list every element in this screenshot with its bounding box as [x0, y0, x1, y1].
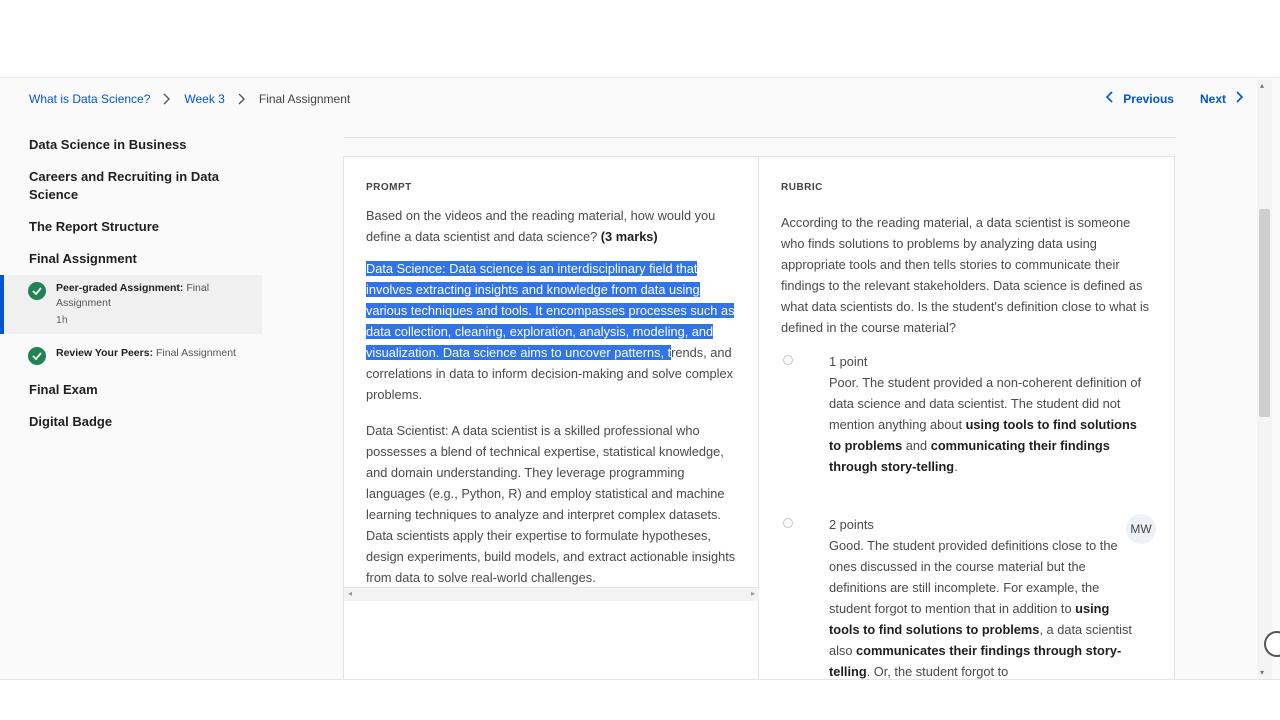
sidebar-item-careers-and-recruiting[interactable]: Careers and Recruiting in Data Science — [29, 169, 219, 202]
scroll-right-icon: ▸ — [750, 589, 755, 598]
previous-label: Previous — [1123, 91, 1174, 106]
rubric-intro: According to the reading material, a data scientist is someone who finds solutions to problems by analyzing data using appropriate tools and then tells stories to communicate their findings to the relevant stakeholders. Data science is defined as what data scientists do. Is the student's definition close to what is defined in the course material? — [781, 215, 1150, 335]
sidebar-subitem-peer-graded-assignment[interactable] — [0, 275, 262, 334]
browser-top-area — [0, 0, 1280, 78]
chevron-right-icon — [1236, 91, 1244, 106]
subitem-duration: 1h — [56, 314, 68, 326]
prompt-question-text: Based on the videos and the reading material, how would you define a data scientist and data science? — [366, 208, 716, 244]
divider — [344, 137, 1176, 138]
radio-button[interactable] — [783, 355, 793, 365]
radio-button[interactable] — [783, 518, 793, 528]
chevron-right-icon — [150, 93, 184, 105]
sidebar-item-report-structure[interactable]: The Report Structure — [29, 219, 160, 234]
scroll-down-icon: ▾ — [1260, 668, 1265, 677]
breadcrumb-week-link[interactable]: Week 3 — [184, 92, 225, 106]
breadcrumb-course-link[interactable]: What is Data Science? — [29, 92, 151, 106]
next-button[interactable] — [1200, 91, 1244, 106]
rubric-option-2-points[interactable] — [783, 514, 1143, 682]
check-circle-icon — [28, 282, 46, 300]
scroll-up-icon: ▴ — [1260, 81, 1265, 90]
subitem-rest: Final Assignment — [56, 282, 210, 309]
prompt-column — [344, 157, 759, 685]
rubric-column — [760, 157, 1174, 685]
sidebar-item-digital-badge[interactable]: Digital Badge — [29, 414, 113, 429]
next-label: Next — [1199, 91, 1226, 106]
prompt-label: PROMPT — [366, 182, 412, 193]
vertical-scrollbar[interactable] — [1257, 79, 1272, 679]
subitem-title: Peer-graded Assignment: — [56, 282, 184, 294]
horizontal-scrollbar[interactable] — [344, 587, 759, 601]
student-answer-data-scientist[interactable]: Data Scientist: A data scientist is a skilled professional who possesses a blend of technical expertise, statistical knowledge, and domain understanding. They leverage programming languages (e.g., Python, R) and employ statistical and machine learning techniques to analyze and interpret complex datasets. Data scientists apply their expertise to formulate hypotheses, design experiments, build models, and extract actionable insights from data to solve real-world challenges. — [366, 423, 736, 585]
sidebar-item-final-exam[interactable]: Final Exam — [29, 382, 98, 397]
avatar: MW — [1126, 514, 1156, 544]
subitem-text — [56, 281, 262, 328]
item-navigation — [1105, 91, 1244, 106]
selected-text: Data Science: Data science is an interdisciplinary field that involves extracting insights and knowledge from data using various techniques and tools. It encompasses processes such as data collection, cleaning, exploration, analysis, modeling, and visualization. Data science aims to uncover patterns, t — [366, 261, 735, 360]
sidebar-subitem-review-your-peers[interactable] — [0, 340, 262, 371]
sidebar-item-final-assignment[interactable]: Final Assignment — [29, 251, 137, 266]
prompt-question — [366, 205, 738, 247]
rubric-option-1-point[interactable] — [783, 351, 1143, 477]
browser-bottom-area — [0, 679, 1280, 720]
option-text — [829, 514, 1143, 682]
chevron-right-icon — [225, 93, 259, 105]
subitem-text — [56, 346, 236, 365]
prompt-marks: (3 marks) — [600, 229, 658, 244]
answer-text: rends, and correlations in data to inform decision-making and solve complex problems. — [366, 345, 734, 402]
subitem-title: Review Your Peers: — [56, 347, 154, 359]
sidebar-item-data-science-in-business[interactable]: Data Science in Business — [29, 137, 187, 152]
student-answer-data-science[interactable] — [366, 258, 741, 405]
option-description: Poor. The student provided a non-coherent definition of data science and data scientist. The student did not mention anything about using tools to find solutions to problems and communicating their findings through story-telling. — [829, 375, 1142, 474]
course-page — [0, 79, 1280, 679]
check-circle-icon — [28, 347, 46, 365]
scroll-left-icon: ◂ — [348, 589, 353, 598]
course-sidebar — [0, 131, 262, 436]
option-points: 1 point — [829, 354, 868, 369]
submission-panel — [343, 156, 1175, 686]
rubric-label: RUBRIC — [781, 182, 823, 193]
option-text — [829, 351, 1143, 477]
chevron-left-icon — [1105, 91, 1113, 106]
previous-button[interactable] — [1105, 91, 1174, 106]
option-points: 2 points — [829, 517, 874, 532]
option-description: Good. The student provided definitions close to the ones discussed in the course material but the definitions are still incomplete. For example, the student forgot to mention that in addition to using tools to find solutions to problems, a data scientist also communicates their findings through story-telling. Or, the student forgot to — [829, 538, 1132, 679]
subitem-rest: Final Assignment — [156, 347, 236, 359]
scrollbar-thumb[interactable] — [1259, 209, 1270, 417]
breadcrumb — [29, 92, 350, 106]
breadcrumb-current: Final Assignment — [258, 92, 351, 106]
